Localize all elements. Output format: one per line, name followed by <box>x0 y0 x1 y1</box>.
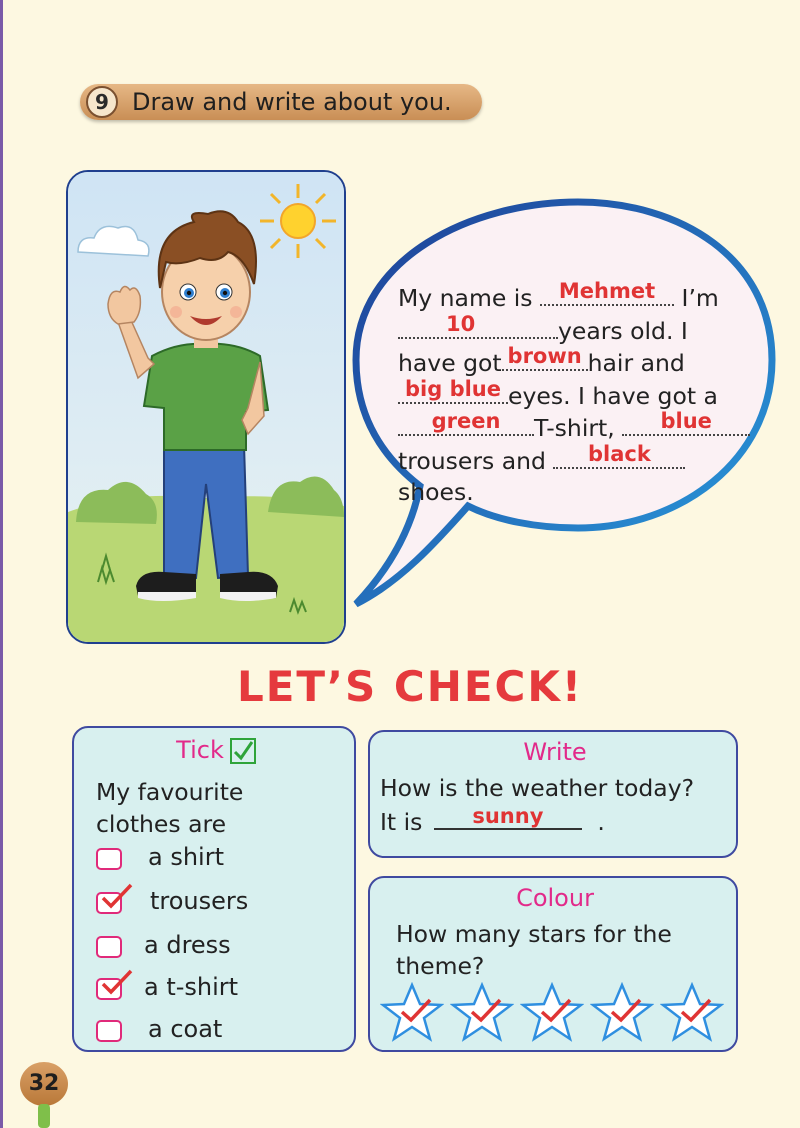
tick-question: My favourite clothes are <box>96 778 244 838</box>
drawing-frame <box>66 170 346 644</box>
star-icon[interactable] <box>660 982 724 1042</box>
option-dress: a dress <box>144 931 231 959</box>
option-tshirt: a t-shirt <box>144 973 239 1001</box>
write-answer-line: It is sunny . <box>380 804 605 836</box>
blank-trousers[interactable]: blue <box>622 412 750 436</box>
write-header: Write <box>523 738 587 766</box>
option-coat: a coat <box>148 1015 223 1043</box>
colour-question: How many stars for the theme? <box>396 920 672 980</box>
colour-header: Colour <box>516 884 594 912</box>
red-tick-icon <box>100 968 134 996</box>
task-number-badge: 9 <box>86 86 118 118</box>
write-box <box>368 730 738 858</box>
colour-box <box>368 876 738 1052</box>
option-shirt: a shirt <box>148 843 224 871</box>
star-rating[interactable] <box>380 982 730 1044</box>
star-icon[interactable] <box>590 982 654 1042</box>
blank-name[interactable]: Mehmet <box>540 282 674 306</box>
red-tick-icon <box>100 882 134 910</box>
page-number: 32 <box>20 1062 68 1106</box>
star-icon[interactable] <box>450 982 514 1042</box>
blank-shoes[interactable]: black <box>553 445 685 469</box>
option-trousers: trousers <box>150 887 249 915</box>
star-icon[interactable] <box>380 982 444 1042</box>
boy-illustration <box>68 172 344 642</box>
tick-box <box>72 726 356 1052</box>
waving-hand <box>108 286 140 324</box>
write-question: How is the weather today? <box>380 774 695 802</box>
blank-hair[interactable]: brown <box>502 347 588 371</box>
weather-blank[interactable]: sunny <box>434 804 582 830</box>
blank-age[interactable]: 10 <box>398 315 558 339</box>
blank-tshirt[interactable]: green <box>398 412 534 436</box>
blank-eyes[interactable]: big blue <box>398 380 508 404</box>
page-badge-stem <box>38 1104 50 1128</box>
checkbox-coat[interactable] <box>96 1020 122 1042</box>
checkbox-shirt[interactable] <box>96 848 122 870</box>
speech-text: My name is Mehmet I’m 10 years old. I have got brown hair and big blue eyes. I have got a green T-shirt, blue trousers and black shoes. <box>398 282 768 509</box>
tick-check-icon <box>230 738 256 764</box>
page-edge-rule <box>0 0 3 1128</box>
task-title: Draw and write about you. <box>132 88 452 116</box>
checkbox-dress[interactable] <box>96 936 122 958</box>
lets-check-title: LET’S CHECK! <box>236 662 584 711</box>
tick-header: Tick <box>74 736 358 764</box>
star-icon[interactable] <box>520 982 584 1042</box>
